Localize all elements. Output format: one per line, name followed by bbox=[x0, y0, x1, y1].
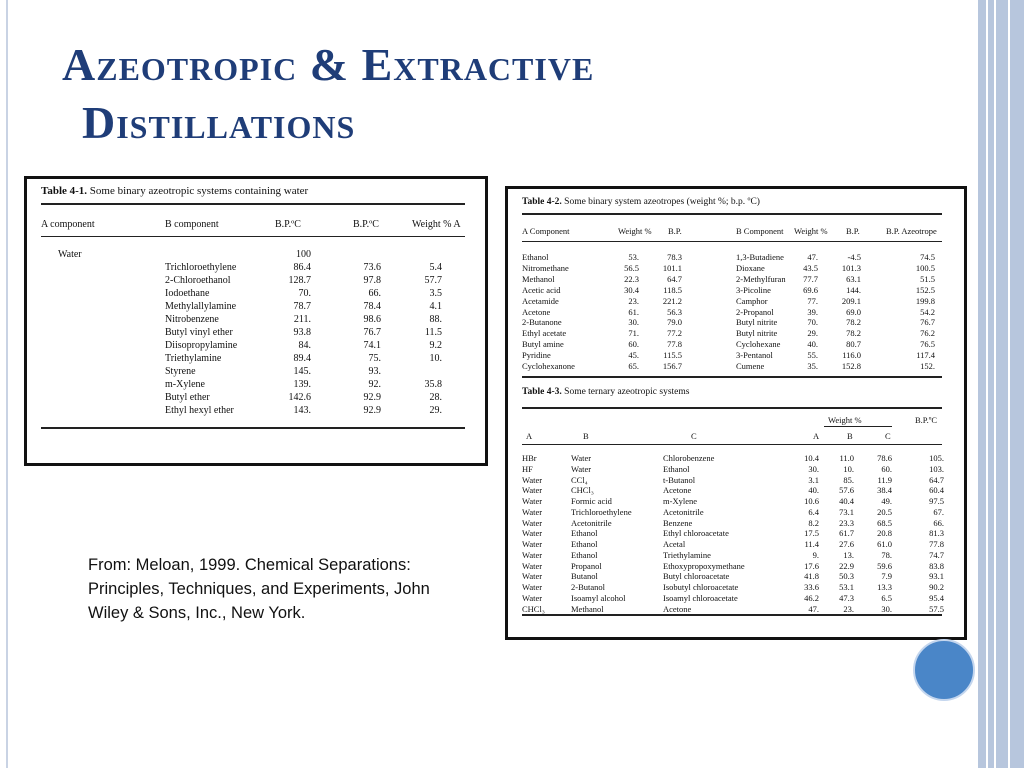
table-cell: 100 bbox=[296, 249, 311, 260]
table-cell: Water bbox=[522, 549, 543, 560]
table-cell: 28. bbox=[429, 392, 442, 403]
table-cell: 101.3 bbox=[841, 262, 861, 273]
table-cell: 84. bbox=[298, 340, 311, 351]
table-cell: 29. bbox=[807, 328, 818, 339]
table-cell: 92.9 bbox=[363, 405, 381, 416]
table-rule bbox=[41, 203, 465, 205]
table-cell: m-Xylene bbox=[663, 496, 697, 506]
decorative-circle bbox=[913, 639, 975, 701]
table-cell: 211. bbox=[293, 314, 311, 325]
table-cell: Water bbox=[522, 582, 543, 592]
table-cell: Styrene bbox=[165, 366, 196, 377]
table-cell: 74.1 bbox=[363, 340, 381, 351]
table-cell: 10. bbox=[429, 353, 442, 364]
table-cell: 8.2 bbox=[808, 517, 819, 528]
table-cell: Methanol bbox=[571, 603, 604, 614]
table-cell: 76.5 bbox=[920, 339, 935, 350]
table-cell: 49. bbox=[881, 496, 892, 506]
table-cell: 2-Propanol bbox=[736, 306, 774, 317]
table-cell: -4.5 bbox=[847, 252, 861, 262]
table-cell: 40. bbox=[808, 485, 819, 496]
table-cell: 33.6 bbox=[804, 582, 819, 592]
table-cell: 47. bbox=[808, 603, 819, 614]
table-rule bbox=[41, 236, 465, 237]
table-cell: 73.1 bbox=[839, 506, 854, 517]
table-cell: Cyclohexanone bbox=[522, 361, 575, 371]
table-cell: Water bbox=[522, 496, 543, 506]
table-cell: Acetone bbox=[663, 603, 692, 614]
table-cell: Triethylamine bbox=[663, 549, 711, 560]
table-cell: 71. bbox=[628, 328, 639, 339]
table-cell: 60.4 bbox=[929, 485, 944, 496]
table-cell: 20.5 bbox=[877, 506, 892, 517]
table-cell: 9. bbox=[812, 549, 819, 560]
table-cell: HF bbox=[522, 463, 533, 474]
table-cell: Ethoxypropoxymethane bbox=[663, 560, 745, 571]
table-cell: m-Xylene bbox=[165, 379, 205, 390]
table-cell: Acetonitrile bbox=[571, 517, 612, 528]
table-cell: Butyl ether bbox=[165, 392, 210, 403]
table-cell: 23. bbox=[843, 603, 854, 614]
table-rule bbox=[522, 213, 942, 215]
table-4-1-image bbox=[24, 176, 488, 466]
table-cell: 53. bbox=[628, 252, 639, 262]
table-cell: 78.6 bbox=[877, 453, 892, 463]
table-cell: 92. bbox=[368, 379, 381, 390]
column-header: B.P. Azeotrope bbox=[886, 226, 937, 236]
table-4-1-caption: Table 4-1. Some binary azeotropic systems containing water bbox=[41, 185, 309, 197]
table-cell: 2-Methylfuran bbox=[736, 273, 786, 284]
table-cell: 209.1 bbox=[841, 295, 861, 306]
table-cell: 47. bbox=[807, 252, 818, 262]
table-cell: 156.7 bbox=[662, 361, 682, 371]
table-cell: Dioxane bbox=[736, 262, 765, 273]
table-cell: 78.4 bbox=[363, 301, 381, 312]
table-cell: Ethanol bbox=[663, 463, 690, 474]
table-cell: 3.1 bbox=[808, 474, 819, 485]
table-cell: 67. bbox=[933, 506, 944, 517]
bp-header: B.P.ºC bbox=[915, 415, 938, 425]
table-cell: 145. bbox=[293, 366, 311, 377]
title-line-1: Azeotropic & Extractive bbox=[62, 39, 595, 90]
table-cell: Isoamyl alcohol bbox=[571, 592, 626, 603]
column-header: B.P. bbox=[668, 226, 682, 236]
table-cell: 11.9 bbox=[877, 474, 892, 485]
table-cell: 1,3-Butadiene bbox=[736, 252, 784, 262]
table-cell: Cyclohexane bbox=[736, 339, 781, 350]
table-cell: Ethanol bbox=[522, 252, 549, 262]
table-cell: Water bbox=[522, 571, 543, 582]
table-rule bbox=[522, 376, 942, 378]
table-cell: 70. bbox=[807, 317, 818, 328]
table-cell: 38.4 bbox=[877, 485, 892, 496]
table-cell: 152.5 bbox=[915, 284, 935, 295]
table-cell: Diisopropylamine bbox=[165, 340, 238, 351]
table-cell: 75. bbox=[368, 353, 381, 364]
table-cell: Acetal bbox=[663, 539, 686, 549]
table-cell: 60. bbox=[881, 463, 892, 474]
table-cell: 78.3 bbox=[667, 252, 682, 262]
table-cell: 57.7 bbox=[424, 275, 442, 286]
table-cell: 41.8 bbox=[804, 571, 819, 582]
table-cell: 17.6 bbox=[804, 560, 819, 571]
table-cell: Butyl nitrite bbox=[736, 317, 778, 328]
table-cell: Cumene bbox=[736, 361, 765, 371]
table-cell: Methanol bbox=[522, 273, 555, 284]
table-4-2-4-3-image bbox=[505, 186, 967, 640]
table-cell: 35. bbox=[807, 361, 818, 371]
table-cell: Acetic acid bbox=[522, 284, 561, 295]
column-header: Weight % A bbox=[412, 219, 461, 230]
table-cell: 98.6 bbox=[363, 314, 381, 325]
table-cell: Butanol bbox=[571, 571, 598, 582]
table-cell: 11.0 bbox=[839, 453, 854, 463]
column-header: C bbox=[885, 431, 891, 441]
table-cell: 152.8 bbox=[841, 361, 861, 371]
table-cell: Water bbox=[522, 592, 543, 603]
table-cell: 10.4 bbox=[804, 453, 819, 463]
table-cell: 78.2 bbox=[846, 328, 861, 339]
table-cell: 64.7 bbox=[667, 273, 682, 284]
table-cell: 53.1 bbox=[839, 582, 854, 592]
table-cell: 118.5 bbox=[663, 284, 682, 295]
column-header: C bbox=[691, 431, 697, 441]
table-cell: Water bbox=[58, 249, 82, 260]
table-cell: 74.7 bbox=[929, 549, 944, 560]
table-cell: Ethanol bbox=[571, 549, 598, 560]
table-cell: 43.5 bbox=[803, 262, 818, 273]
column-header: A bbox=[813, 431, 820, 441]
table-cell: 77.8 bbox=[929, 539, 944, 549]
column-header: A bbox=[526, 431, 533, 441]
table-cell: 76.2 bbox=[920, 328, 935, 339]
table-cell: Ethyl chloroacetate bbox=[663, 528, 729, 539]
table-cell: 2-Butanol bbox=[571, 582, 605, 592]
table-cell: 76.7 bbox=[363, 327, 381, 338]
table-cell: 23. bbox=[628, 295, 639, 306]
table-cell: 77.2 bbox=[667, 328, 682, 339]
table-cell: 76.7 bbox=[920, 317, 935, 328]
table-cell: 68.5 bbox=[877, 517, 892, 528]
table-cell: Ethyl acetate bbox=[522, 328, 567, 339]
table-cell: 105. bbox=[929, 453, 944, 463]
table-rule bbox=[522, 241, 942, 242]
table-cell: 61. bbox=[628, 306, 639, 317]
table-cell: 78.7 bbox=[293, 301, 311, 312]
table-cell: 23.3 bbox=[839, 517, 854, 528]
table-cell: Pyridine bbox=[522, 350, 551, 361]
table-cell: 86.4 bbox=[293, 262, 311, 273]
table-rule bbox=[522, 614, 942, 616]
table-cell: 139. bbox=[293, 379, 311, 390]
table-cell: 7.9 bbox=[881, 571, 892, 582]
column-header: B.P. bbox=[846, 226, 860, 236]
column-header: B.P.ºC bbox=[353, 219, 379, 230]
table-cell: 50.3 bbox=[839, 571, 854, 582]
table-cell: 13. bbox=[843, 549, 854, 560]
table-cell: 64.7 bbox=[929, 474, 944, 485]
table-cell: Nitromethane bbox=[522, 262, 569, 273]
table-cell: Water bbox=[571, 453, 592, 463]
table-cell: 77. bbox=[807, 295, 818, 306]
table-cell: 3-Pentanol bbox=[736, 350, 773, 361]
table-cell: 144. bbox=[846, 284, 861, 295]
table-cell: 61.0 bbox=[877, 539, 892, 549]
table-cell: 93.8 bbox=[293, 327, 311, 338]
table-cell: Butyl amine bbox=[522, 339, 564, 350]
table-rule bbox=[522, 407, 942, 409]
table-cell: 2-Butanone bbox=[522, 317, 562, 328]
column-header: B bbox=[583, 431, 589, 441]
column-header: A component bbox=[41, 219, 95, 230]
table-cell: 63.1 bbox=[846, 273, 861, 284]
table-cell: 93. bbox=[368, 366, 381, 377]
table-cell: 79.0 bbox=[667, 317, 682, 328]
table-cell: 11.4 bbox=[804, 539, 819, 549]
table-4-2-caption: Table 4-2. Some binary system azeotropes (weight %; b.p. ºC) bbox=[522, 197, 760, 207]
table-cell: 17.5 bbox=[804, 528, 819, 539]
title-line-2: Distillations bbox=[82, 97, 356, 148]
table-cell: 51.5 bbox=[920, 273, 935, 284]
table-cell: 10.6 bbox=[804, 496, 819, 506]
table-cell: 5.4 bbox=[429, 262, 442, 273]
table-cell: 11.5 bbox=[424, 327, 442, 338]
column-header: B component bbox=[165, 219, 219, 230]
column-header: B bbox=[847, 431, 853, 441]
table-cell: 54.2 bbox=[920, 306, 935, 317]
table-cell: Water bbox=[522, 517, 543, 528]
table-cell: 30. bbox=[881, 603, 892, 614]
table-cell: Chlorobenzene bbox=[663, 453, 715, 463]
table-cell: 116.0 bbox=[842, 350, 861, 361]
table-cell: 65. bbox=[628, 361, 639, 371]
table-cell: 57.5 bbox=[929, 603, 944, 614]
table-cell: 117.4 bbox=[916, 350, 935, 361]
table-cell: 103. bbox=[929, 463, 944, 474]
table-cell: 115.5 bbox=[663, 350, 682, 361]
table-cell: 55. bbox=[807, 350, 818, 361]
table-cell: Water bbox=[522, 474, 543, 485]
table-cell: Methylallylamine bbox=[165, 301, 237, 312]
table-cell: 40. bbox=[807, 339, 818, 350]
table-cell: Propanol bbox=[571, 560, 602, 571]
weight-percent-header: Weight % bbox=[828, 415, 862, 425]
table-cell: 29. bbox=[429, 405, 442, 416]
table-cell: 142.6 bbox=[288, 392, 311, 403]
table-cell: 83.8 bbox=[929, 560, 944, 571]
column-header: Weight % bbox=[794, 226, 828, 236]
table-cell: Trichloroethylene bbox=[571, 506, 632, 517]
table-cell: 90.2 bbox=[929, 582, 944, 592]
table-cell: 100.5 bbox=[915, 262, 935, 273]
table-cell: Triethylamine bbox=[165, 353, 222, 364]
table-cell: Butyl vinyl ether bbox=[165, 327, 233, 338]
table-cell: 20.8 bbox=[877, 528, 892, 539]
slide-title bbox=[62, 36, 962, 152]
table-cell: 27.6 bbox=[839, 539, 854, 549]
table-cell: 73.6 bbox=[363, 262, 381, 273]
table-cell: 152. bbox=[920, 361, 935, 371]
table-cell: 97.8 bbox=[363, 275, 381, 286]
table-cell: Nitrobenzene bbox=[165, 314, 219, 325]
table-cell: 10. bbox=[843, 463, 854, 474]
table-cell: 2-Chloroethanol bbox=[165, 275, 231, 286]
table-cell: Benzene bbox=[663, 517, 693, 528]
table-cell: Water bbox=[571, 463, 592, 474]
slide-frame-left bbox=[6, 0, 8, 768]
table-cell: Water bbox=[522, 539, 543, 549]
table-cell: t-Butanol bbox=[663, 474, 696, 485]
table-cell: 22.3 bbox=[624, 273, 639, 284]
table-cell: 30. bbox=[808, 463, 819, 474]
table-cell: 221.2 bbox=[662, 295, 682, 306]
table-cell: 47.3 bbox=[839, 592, 854, 603]
table-cell: 13.3 bbox=[877, 582, 892, 592]
table-cell: 69.6 bbox=[803, 284, 818, 295]
table-cell: 56.3 bbox=[667, 306, 682, 317]
table-cell: 81.3 bbox=[929, 528, 944, 539]
table-cell: 97.5 bbox=[929, 496, 944, 506]
table-cell: 30.4 bbox=[624, 284, 639, 295]
table-cell: Butyl nitrite bbox=[736, 328, 778, 339]
table-cell: Isobutyl chloroacetate bbox=[663, 582, 739, 592]
table-cell: Water bbox=[522, 560, 543, 571]
table-cell: 93.1 bbox=[929, 571, 944, 582]
table-cell: 30. bbox=[628, 317, 639, 328]
table-cell: 78. bbox=[881, 549, 892, 560]
table-cell: Acetone bbox=[663, 485, 692, 496]
table-cell: 88. bbox=[429, 314, 442, 325]
table-cell: 3.5 bbox=[429, 288, 442, 299]
table-rule bbox=[522, 444, 942, 445]
table-cell: 56.5 bbox=[624, 262, 639, 273]
table-cell: Ethanol bbox=[571, 528, 598, 539]
table-cell: Ethanol bbox=[571, 539, 598, 549]
table-cell: 46.2 bbox=[804, 592, 819, 603]
table-cell: HBr bbox=[522, 453, 537, 463]
table-cell: Water bbox=[522, 485, 543, 496]
table-cell: 4.1 bbox=[429, 301, 442, 312]
table-cell: CHCl₃ bbox=[571, 485, 594, 496]
column-header: A Component bbox=[522, 226, 570, 236]
table-cell: 77.8 bbox=[667, 339, 682, 350]
table-cell: 22.9 bbox=[839, 560, 854, 571]
table-cell: 95.4 bbox=[929, 592, 944, 603]
table-cell: 39. bbox=[807, 306, 818, 317]
table-cell: CHCl₃ bbox=[522, 603, 545, 614]
table-cell: Ethyl hexyl ether bbox=[165, 405, 234, 416]
table-cell: 85. bbox=[843, 474, 854, 485]
table-rule bbox=[41, 427, 465, 429]
table-cell: CCl₄ bbox=[571, 474, 588, 485]
table-cell: 9.2 bbox=[429, 340, 442, 351]
table-cell: 143. bbox=[293, 405, 311, 416]
table-4-3-caption: Table 4-3. Some ternary azeotropic systems bbox=[522, 387, 690, 397]
table-cell: 59.6 bbox=[877, 560, 892, 571]
table-cell: Acetonitrile bbox=[663, 506, 704, 517]
table-rule bbox=[824, 426, 892, 427]
table-cell: Isoamyl chloroacetate bbox=[663, 592, 738, 603]
table-cell: 66. bbox=[368, 288, 381, 299]
table-cell: Acetone bbox=[522, 306, 551, 317]
table-cell: Camphor bbox=[736, 295, 768, 306]
table-cell: 92.9 bbox=[363, 392, 381, 403]
table-cell: 45. bbox=[628, 350, 639, 361]
table-cell: Water bbox=[522, 528, 543, 539]
table-cell: 57.6 bbox=[839, 485, 854, 496]
table-cell: Acetamide bbox=[522, 295, 559, 306]
source-citation: From: Meloan, 1999. Chemical Separations: Principles, Techniques, and Experiments, John Wiley & Sons, Inc., New York. bbox=[88, 556, 430, 622]
table-cell: 6.4 bbox=[808, 506, 819, 517]
table-cell: Water bbox=[522, 506, 543, 517]
table-cell: 66. bbox=[933, 517, 944, 528]
table-cell: Iodoethane bbox=[165, 288, 210, 299]
table-cell: 40.4 bbox=[839, 496, 854, 506]
table-cell: 70. bbox=[298, 288, 311, 299]
column-header: B Component bbox=[736, 226, 784, 236]
column-header: Weight % bbox=[618, 226, 652, 236]
table-cell: 69.0 bbox=[846, 306, 861, 317]
table-cell: 77.7 bbox=[803, 273, 818, 284]
table-cell: Trichloroethylene bbox=[165, 262, 237, 273]
slide-frame-right bbox=[978, 0, 1024, 768]
table-cell: Formic acid bbox=[571, 496, 612, 506]
column-header: B.P.ºC bbox=[275, 219, 301, 230]
table-cell: 80.7 bbox=[846, 339, 861, 350]
table-cell: 199.8 bbox=[915, 295, 935, 306]
table-cell: 6.5 bbox=[881, 592, 892, 603]
table-cell: 60. bbox=[628, 339, 639, 350]
table-cell: 101.1 bbox=[662, 262, 682, 273]
table-cell: Butyl chloroacetate bbox=[663, 571, 730, 582]
table-cell: 78.2 bbox=[846, 317, 861, 328]
table-cell: 128.7 bbox=[288, 275, 311, 286]
table-cell: 74.5 bbox=[920, 252, 935, 262]
table-cell: 61.7 bbox=[839, 528, 854, 539]
table-cell: 3-Picoline bbox=[736, 284, 771, 295]
table-cell: 89.4 bbox=[293, 353, 311, 364]
table-cell: 35.8 bbox=[424, 379, 442, 390]
